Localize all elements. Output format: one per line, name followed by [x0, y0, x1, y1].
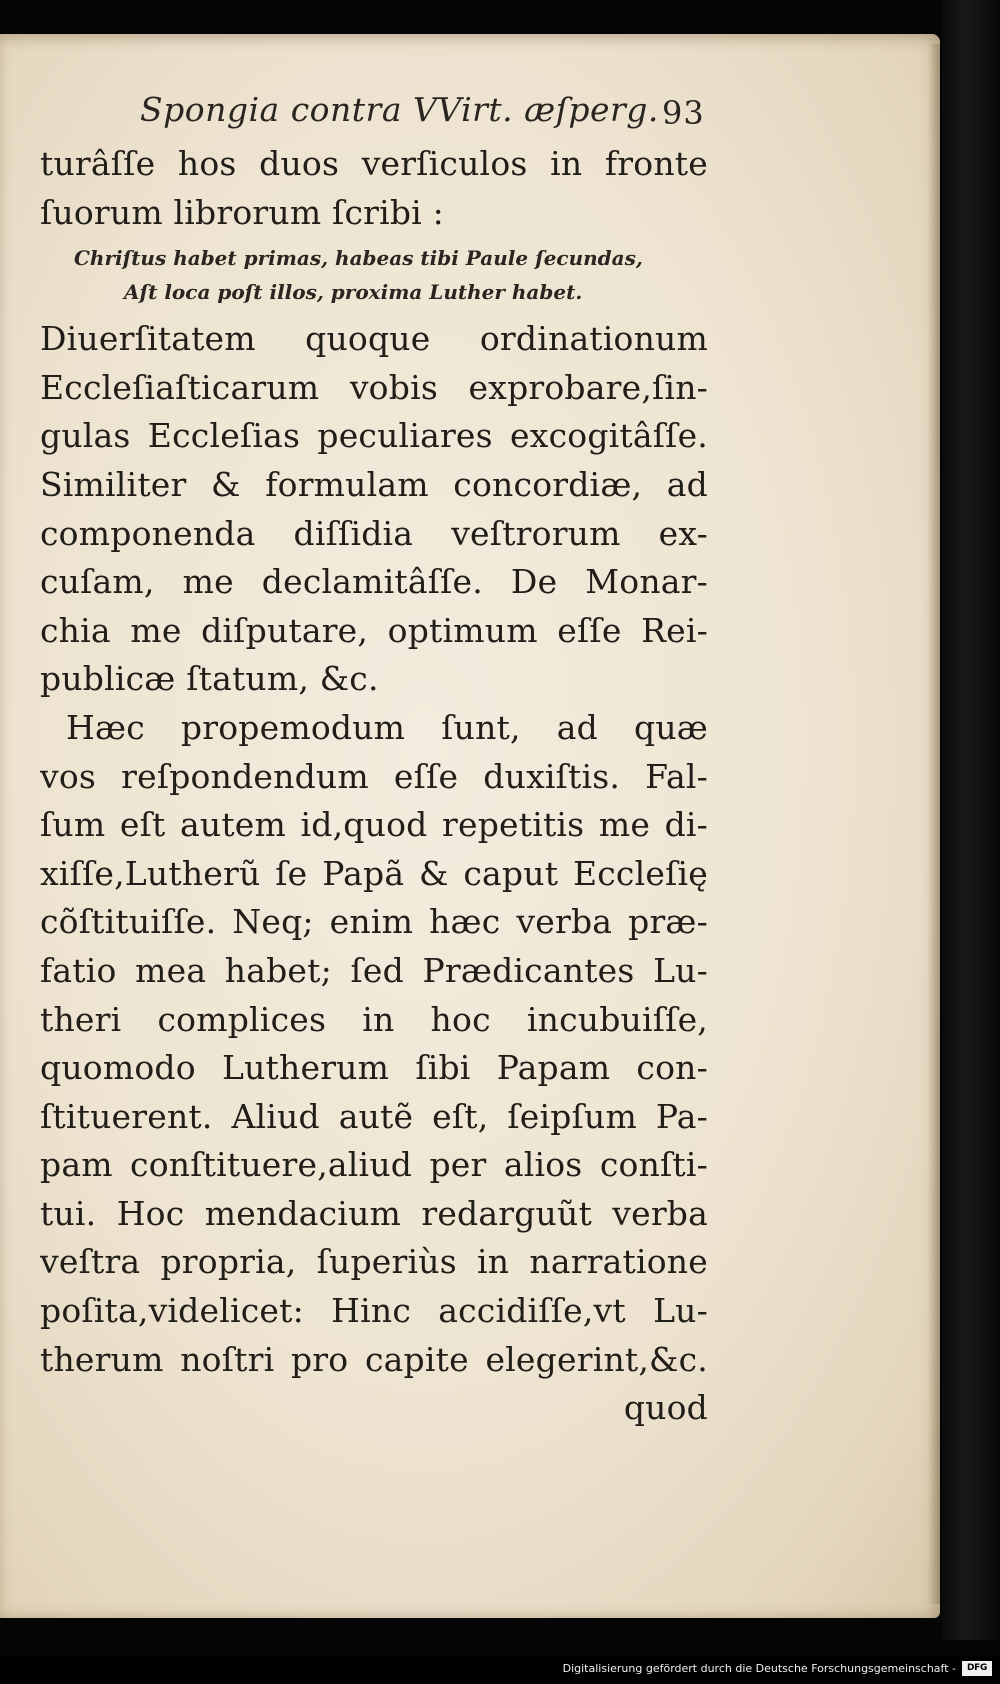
- text-line: cuſam, me declamitâſſe. De Monar-: [40, 562, 708, 602]
- text-line: vos reſpondendum eſſe duxiſtis. Fal-: [40, 756, 708, 796]
- text-line: tui. Hoc mendacium redarguũt verba: [40, 1193, 708, 1233]
- text-line: publicæ ſtatum, &c.: [40, 659, 379, 699]
- paragraph-first-line: Hæc propemodum ſunt, ad quæ: [66, 707, 708, 747]
- text-line: xiſſe,Lutherũ ſe Papã & caput Eccleſię: [40, 853, 708, 893]
- dfg-logo: DFG: [962, 1661, 992, 1676]
- text-line: Eccleſiaſticarum vobis exprobare,ſin-: [40, 367, 708, 407]
- text-line: turâſſe hos duos verſiculos in fronte: [40, 144, 708, 183]
- text-line: ſtituerent. Aliud autẽ eſt, ſeipſum Pa-: [40, 1096, 708, 1136]
- running-head: Spongia contra VVirt. æſperg.: [140, 90, 659, 129]
- text-line: cõſtituiſſe. Neq; enim hæc verba præ-: [40, 902, 708, 942]
- text-line: gulas Eccleſias peculiares excogitâſſe.: [40, 416, 708, 456]
- text-line: pam conſtituere,aliud per alios conſti-: [40, 1145, 708, 1185]
- verse-line: Aſt loca poſt illos, proxima Luther habet.: [124, 280, 583, 305]
- text-line: chia me diſputare, optimum eſſe Rei-: [40, 610, 708, 650]
- main-text: [40, 140, 708, 1433]
- text-line: poſita,videlicet: Hinc accidiſſe,vt Lu-: [40, 1291, 708, 1331]
- text-line: fatio mea habet; ſed Prædicantes Lu-: [40, 950, 708, 990]
- text-line: theri complices in hoc incubuiſſe,: [40, 999, 708, 1039]
- book-binding-edge: [942, 0, 1000, 1640]
- footer-credit: Digitalisierung gefördert durch die Deutsche Forschungsgemeinschaft -: [562, 1662, 956, 1675]
- page-edge-shadow: [928, 44, 940, 1604]
- verse-line: Chriſtus habet primas, habeas tibi Paule ſecundas,: [74, 246, 643, 271]
- text-line: Similiter & formulam concordiæ, ad: [40, 464, 708, 504]
- text-line: therum noſtri pro capite elegerint,&c.: [40, 1339, 708, 1379]
- text-line: ſuorum librorum ſcribi :: [40, 192, 444, 232]
- catchword: quod: [623, 1388, 708, 1428]
- text-line: componenda diſſidia veſtrorum ex-: [40, 513, 708, 553]
- text-line: ſum eſt autem id,quod repetitis me di-: [40, 805, 708, 845]
- text-line: quomodo Lutherum ſibi Papam con-: [40, 1048, 708, 1088]
- page-number: 93: [662, 94, 705, 132]
- text-line: Diuerſitatem quoque ordinationum: [40, 319, 708, 359]
- text-line: veſtra propria, ſuperiùs in narratione: [40, 1242, 708, 1282]
